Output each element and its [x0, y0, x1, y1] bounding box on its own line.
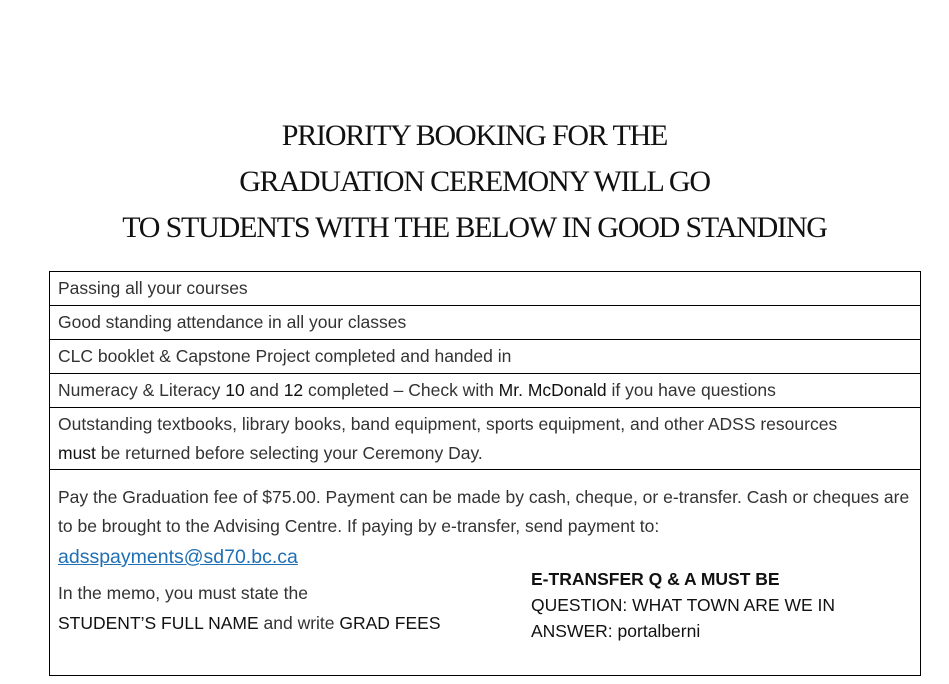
- numeracy-prefix: Numeracy & Literacy: [58, 380, 226, 400]
- payment-email-link[interactable]: adsspayments@sd70.bc.ca: [58, 546, 298, 568]
- heading-line-2: GRADUATION CEREMONY WILL GO: [239, 165, 710, 198]
- etransfer-answer-value: portalberni: [617, 621, 701, 641]
- requirement-clc: CLC booklet & Capstone Project completed and handed in: [50, 340, 920, 374]
- resources-line-1: Outstanding textbooks, library books, band equipment, sports equipment, and other ADSS resources: [58, 414, 838, 434]
- numeracy-grade-10: 10: [225, 380, 245, 400]
- memo-grad-fees: GRAD FEES: [339, 613, 441, 633]
- resources-line-2-rest: be returned before selecting your Ceremony Day.: [95, 443, 483, 463]
- etransfer-title: E-TRANSFER Q & A MUST BE: [531, 569, 780, 589]
- numeracy-grade-12: 12: [283, 380, 304, 400]
- heading-line-1: PRIORITY BOOKING FOR THE: [281, 119, 668, 152]
- numeracy-and: and: [244, 380, 284, 400]
- memo-line-1: In the memo, you must state the: [58, 583, 308, 603]
- etransfer-qa: [531, 566, 835, 644]
- heading-line-3: TO STUDENTS WITH THE BELOW IN GOOD STANDING: [122, 211, 827, 244]
- etransfer-answer: [531, 618, 835, 644]
- etransfer-answer-label: ANSWER:: [531, 621, 618, 641]
- memo-student-name: STUDENT’S FULL NAME: [58, 613, 259, 633]
- requirement-numeracy: [50, 374, 920, 408]
- memo-line-2: [58, 608, 441, 638]
- requirement-resources: [50, 408, 920, 470]
- numeracy-contact: Mr. McDonald: [498, 380, 607, 400]
- requirements-box: [49, 271, 921, 676]
- resources-line-2: [58, 439, 920, 468]
- memo-and: and write: [258, 613, 340, 633]
- requirement-courses: Passing all your courses: [50, 272, 920, 306]
- heading: [0, 113, 949, 251]
- numeracy-suffix: if you have questions: [606, 380, 776, 400]
- resources-must: must: [58, 443, 96, 463]
- etransfer-question: QUESTION: WHAT TOWN ARE WE IN: [531, 595, 836, 615]
- numeracy-middle: completed – Check with: [303, 380, 499, 400]
- payment-memo: [58, 578, 441, 638]
- requirement-attendance: Good standing attendance in all your classes: [50, 306, 920, 340]
- payment-text: Pay the Graduation fee of $75.00. Payment can be made by cash, cheque, or e-transfer. Cash or cheques are to be brought to the Advising Centre. If paying by e-transfer, send payment to:: [58, 487, 910, 536]
